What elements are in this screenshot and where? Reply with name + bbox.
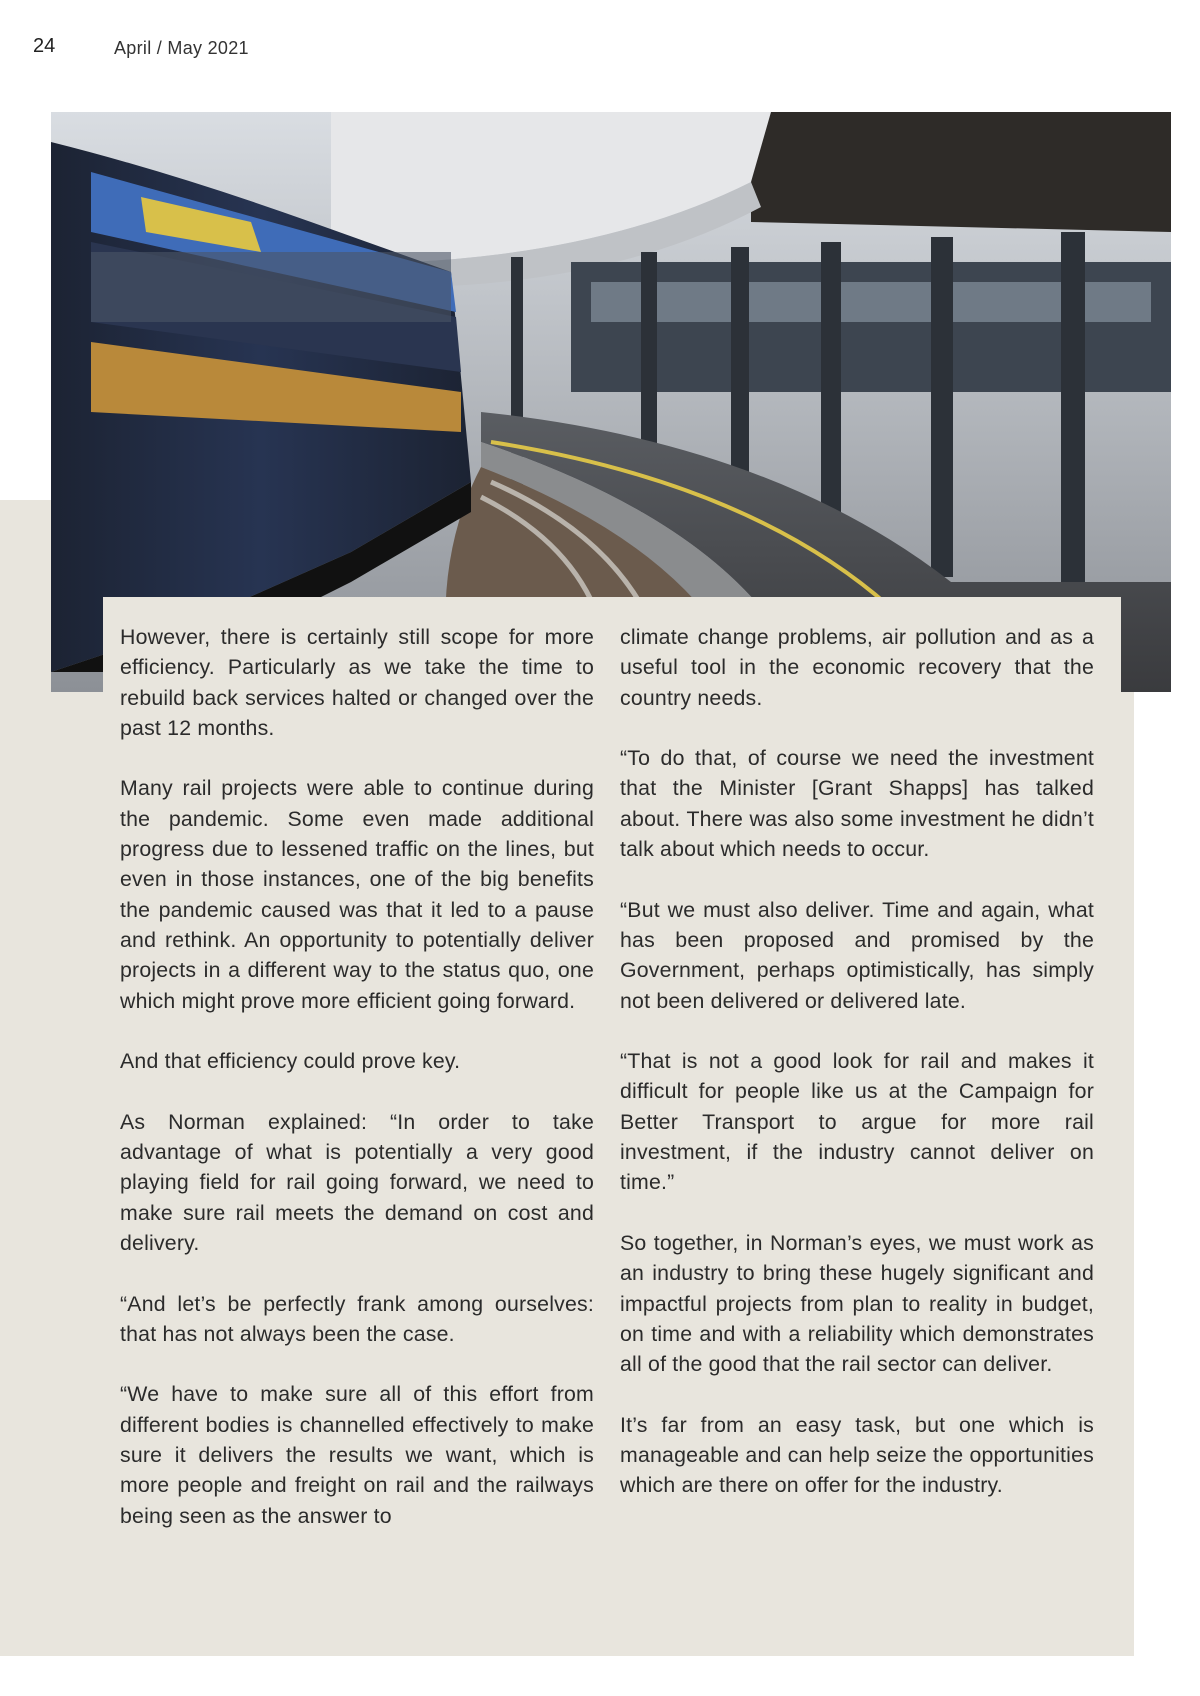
paragraph: climate change problems, air pollution and as a useful tool in the economic recovery that the country needs.: [620, 625, 1094, 710]
paragraph: However, there is certainly still scope for more efficiency. Particularly as we take the time to rebuild back services halted or changed over the past 12 months.: [120, 625, 594, 740]
paragraph: “And let’s be perfectly frank among ourselves: that has not always been the case.: [120, 1291, 594, 1346]
paragraph: “We have to make sure all of this effort from different bodies is channelled effectively to make sure it delivers the results we want, which is more people and freight on rail and the railways being seen as the answer to: [120, 1382, 594, 1528]
article-body: [103, 597, 1121, 1627]
paragraph: Many rail projects were able to continue during the pandemic. Some even made additional progress due to lessened traffic on the lines, but even in those instances, one of the big benefits the pandemic caused was that it led to a pause and rethink. An opportunity to potentially deliver projects in a different way to the status quo, one which might prove more efficient going forward.: [120, 776, 594, 1013]
paragraph: And that efficiency could prove key.: [120, 1049, 461, 1074]
paragraph: “But we must also deliver. Time and again, what has been proposed and promised by the Government, perhaps optimistically, has simply not been delivered or delivered late.: [620, 897, 1094, 1013]
article-left-column: [120, 622, 594, 1561]
article-right-column: [620, 622, 1094, 1531]
paragraph: “To do that, of course we need the investment that the Minister [Grant Shapps] has talked about. There was also some investment he didn’t talk about which needs to occur.: [620, 746, 1094, 862]
paragraph: It’s far from an easy task, but one which is manageable and can help seize the opportunities which are there on offer for the industry.: [620, 1412, 1094, 1498]
paragraph: “That is not a good look for rail and makes it difficult for people like us at the Campaign for Better Transport to argue for more rail investment, if the industry cannot deliver on time.”: [620, 1049, 1094, 1195]
issue-date: April / May 2021: [114, 38, 249, 58]
page-number: 24: [33, 35, 56, 57]
paragraph: As Norman explained: “In order to take advantage of what is potentially a very good playing field for rail going forward, we need to make sure rail meets the demand on cost and delivery.: [120, 1109, 594, 1255]
paragraph: So together, in Norman’s eyes, we must work as an industry to bring these hugely significant and impactful projects from plan to reality in budget, on time and with a reliability which demonstrates all of the good that the rail sector can deliver.: [620, 1230, 1094, 1377]
